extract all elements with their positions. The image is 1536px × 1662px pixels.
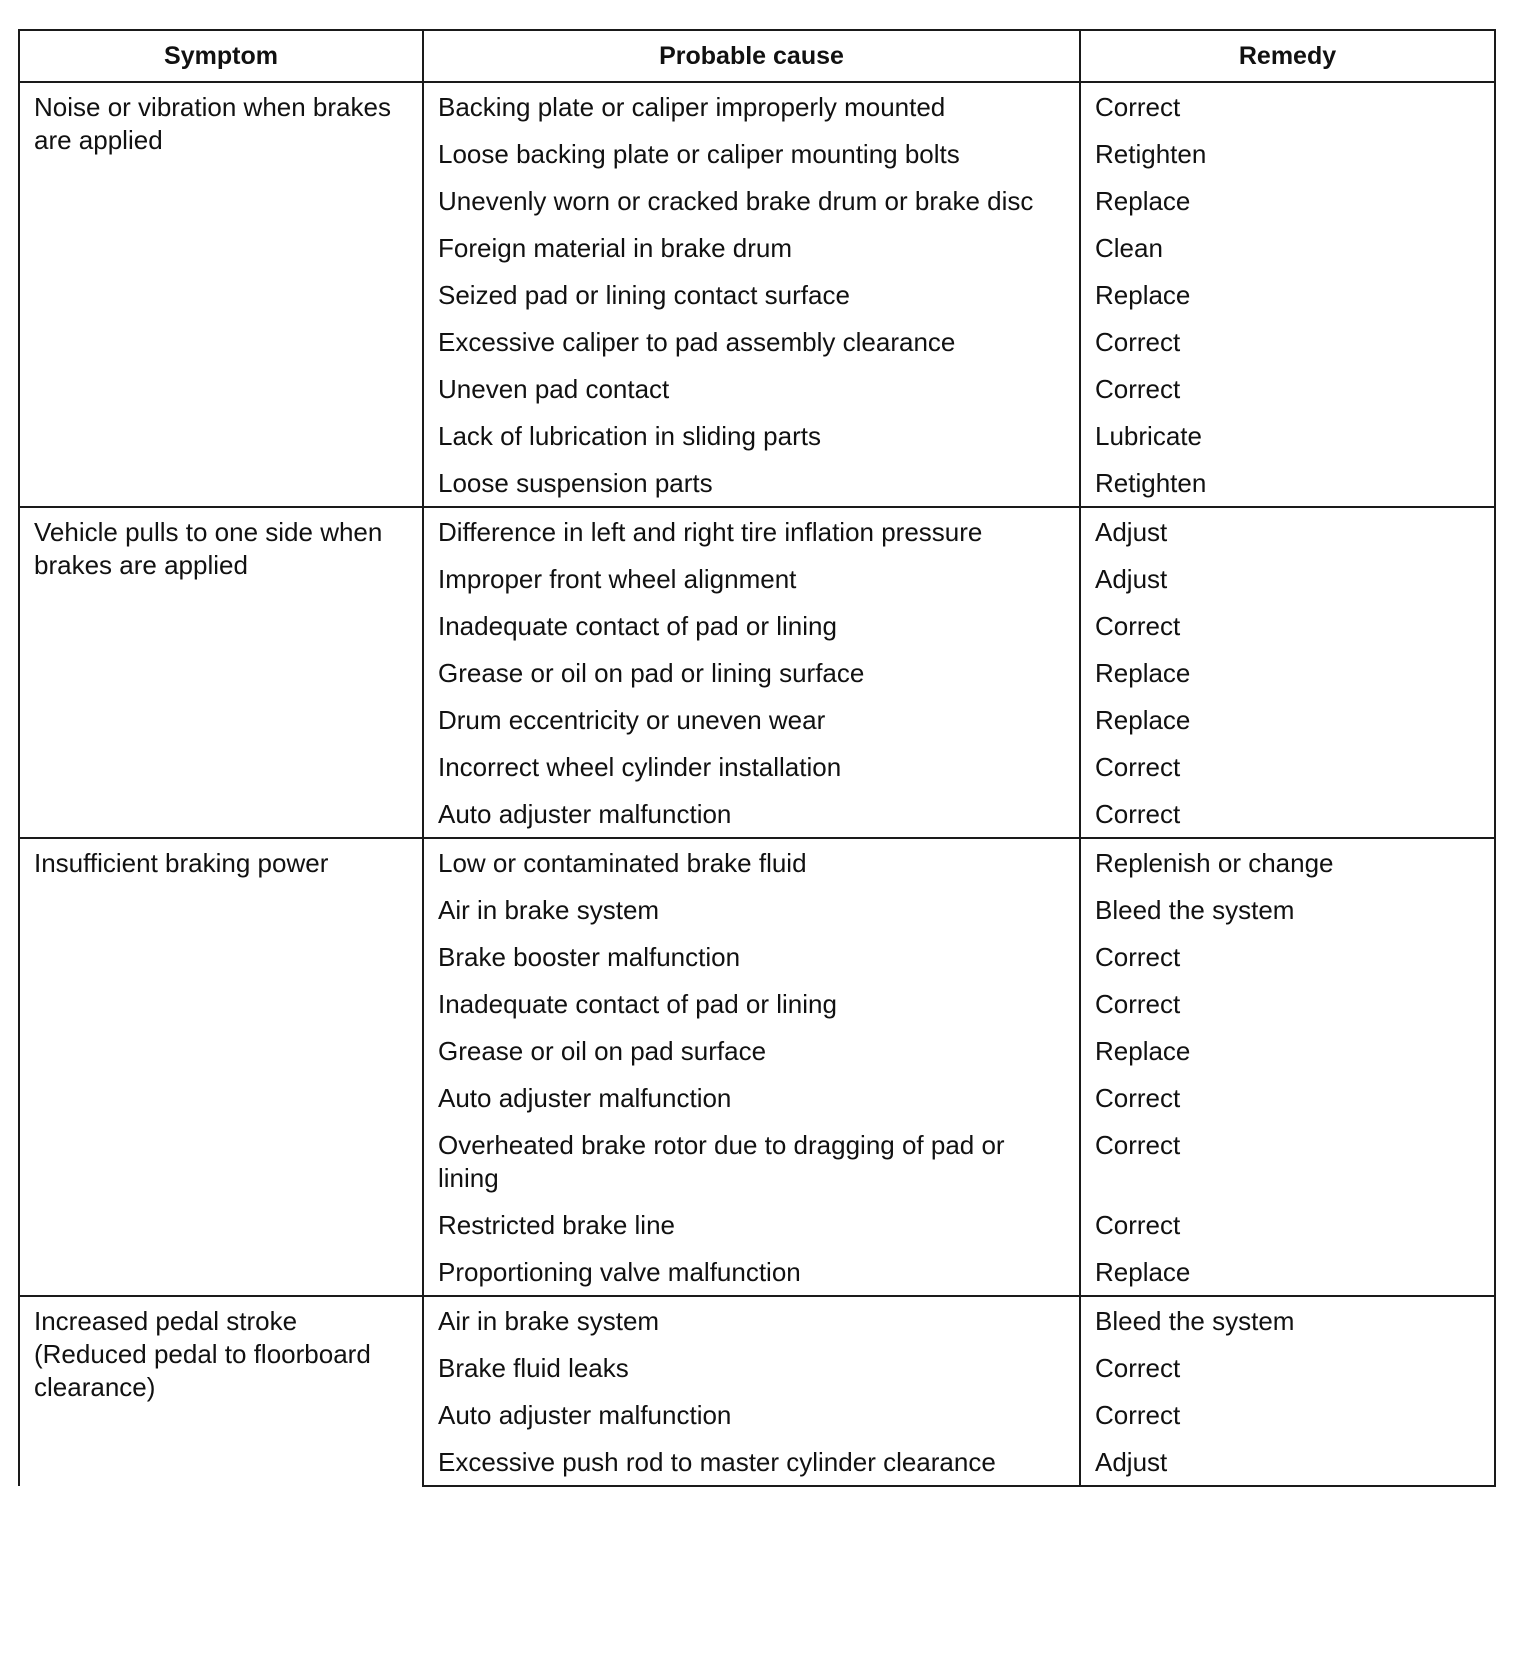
probable-cause-cell: Seized pad or lining contact surface: [423, 271, 1080, 318]
remedy-cell: Retighten: [1080, 130, 1495, 177]
remedy-cell: Lubricate: [1080, 412, 1495, 459]
probable-cause-cell: Excessive caliper to pad assembly clearance: [423, 318, 1080, 365]
table-row: [19, 507, 1495, 555]
probable-cause-cell: Overheated brake rotor due to dragging of pad or lining: [423, 1121, 1080, 1201]
symptom-cell: Noise or vibration when brakes are applied: [19, 82, 423, 507]
table-row: [19, 82, 1495, 130]
remedy-cell: Adjust: [1080, 1438, 1495, 1486]
remedy-cell: Adjust: [1080, 555, 1495, 602]
probable-cause-cell: Drum eccentricity or uneven wear: [423, 696, 1080, 743]
probable-cause-cell: Grease or oil on pad or lining surface: [423, 649, 1080, 696]
remedy-cell: Correct: [1080, 743, 1495, 790]
probable-cause-cell: Loose backing plate or caliper mounting bolts: [423, 130, 1080, 177]
remedy-cell: Retighten: [1080, 459, 1495, 507]
symptom-cell: Insufficient braking power: [19, 838, 423, 1296]
probable-cause-cell: Uneven pad contact: [423, 365, 1080, 412]
remedy-cell: Correct: [1080, 790, 1495, 838]
troubleshooting-table: [18, 29, 1496, 1487]
probable-cause-cell: Lack of lubrication in sliding parts: [423, 412, 1080, 459]
header-probable-cause: Probable cause: [423, 30, 1080, 82]
remedy-cell: Bleed the system: [1080, 886, 1495, 933]
probable-cause-cell: Auto adjuster malfunction: [423, 1074, 1080, 1121]
remedy-cell: Correct: [1080, 1201, 1495, 1248]
probable-cause-cell: Low or contaminated brake fluid: [423, 838, 1080, 886]
probable-cause-cell: Backing plate or caliper improperly mounted: [423, 82, 1080, 130]
remedy-cell: Clean: [1080, 224, 1495, 271]
probable-cause-cell: Unevenly worn or cracked brake drum or brake disc: [423, 177, 1080, 224]
remedy-cell: Adjust: [1080, 507, 1495, 555]
probable-cause-cell: Inadequate contact of pad or lining: [423, 980, 1080, 1027]
remedy-cell: Correct: [1080, 1391, 1495, 1438]
probable-cause-cell: Difference in left and right tire inflation pressure: [423, 507, 1080, 555]
probable-cause-cell: Grease or oil on pad surface: [423, 1027, 1080, 1074]
remedy-cell: Replenish or change: [1080, 838, 1495, 886]
symptom-cell: Vehicle pulls to one side when brakes are applied: [19, 507, 423, 838]
remedy-cell: Correct: [1080, 1121, 1495, 1201]
probable-cause-cell: Brake fluid leaks: [423, 1344, 1080, 1391]
remedy-cell: Correct: [1080, 1074, 1495, 1121]
probable-cause-cell: Restricted brake line: [423, 1201, 1080, 1248]
remedy-cell: Correct: [1080, 365, 1495, 412]
probable-cause-cell: Air in brake system: [423, 1296, 1080, 1344]
remedy-cell: Bleed the system: [1080, 1296, 1495, 1344]
probable-cause-cell: Auto adjuster malfunction: [423, 1391, 1080, 1438]
remedy-cell: Correct: [1080, 318, 1495, 365]
probable-cause-cell: Improper front wheel alignment: [423, 555, 1080, 602]
header-remedy: Remedy: [1080, 30, 1495, 82]
probable-cause-cell: Excessive push rod to master cylinder clearance: [423, 1438, 1080, 1486]
remedy-cell: Replace: [1080, 271, 1495, 318]
probable-cause-cell: Auto adjuster malfunction: [423, 790, 1080, 838]
header-symptom: Symptom: [19, 30, 423, 82]
remedy-cell: Correct: [1080, 980, 1495, 1027]
remedy-cell: Replace: [1080, 177, 1495, 224]
remedy-cell: Replace: [1080, 1248, 1495, 1296]
table-row: [19, 1296, 1495, 1344]
header-row: [19, 30, 1495, 82]
remedy-cell: Replace: [1080, 1027, 1495, 1074]
probable-cause-cell: Air in brake system: [423, 886, 1080, 933]
probable-cause-cell: Loose suspension parts: [423, 459, 1080, 507]
symptom-cell: Increased pedal stroke (Reduced pedal to floorboard clearance): [19, 1296, 423, 1486]
remedy-cell: Correct: [1080, 602, 1495, 649]
remedy-cell: Correct: [1080, 82, 1495, 130]
probable-cause-cell: Proportioning valve malfunction: [423, 1248, 1080, 1296]
remedy-cell: Correct: [1080, 1344, 1495, 1391]
remedy-cell: Replace: [1080, 696, 1495, 743]
probable-cause-cell: Foreign material in brake drum: [423, 224, 1080, 271]
probable-cause-cell: Incorrect wheel cylinder installation: [423, 743, 1080, 790]
probable-cause-cell: Inadequate contact of pad or lining: [423, 602, 1080, 649]
probable-cause-cell: Brake booster malfunction: [423, 933, 1080, 980]
table-row: [19, 838, 1495, 886]
remedy-cell: Replace: [1080, 649, 1495, 696]
table-body: [19, 82, 1495, 1486]
remedy-cell: Correct: [1080, 933, 1495, 980]
